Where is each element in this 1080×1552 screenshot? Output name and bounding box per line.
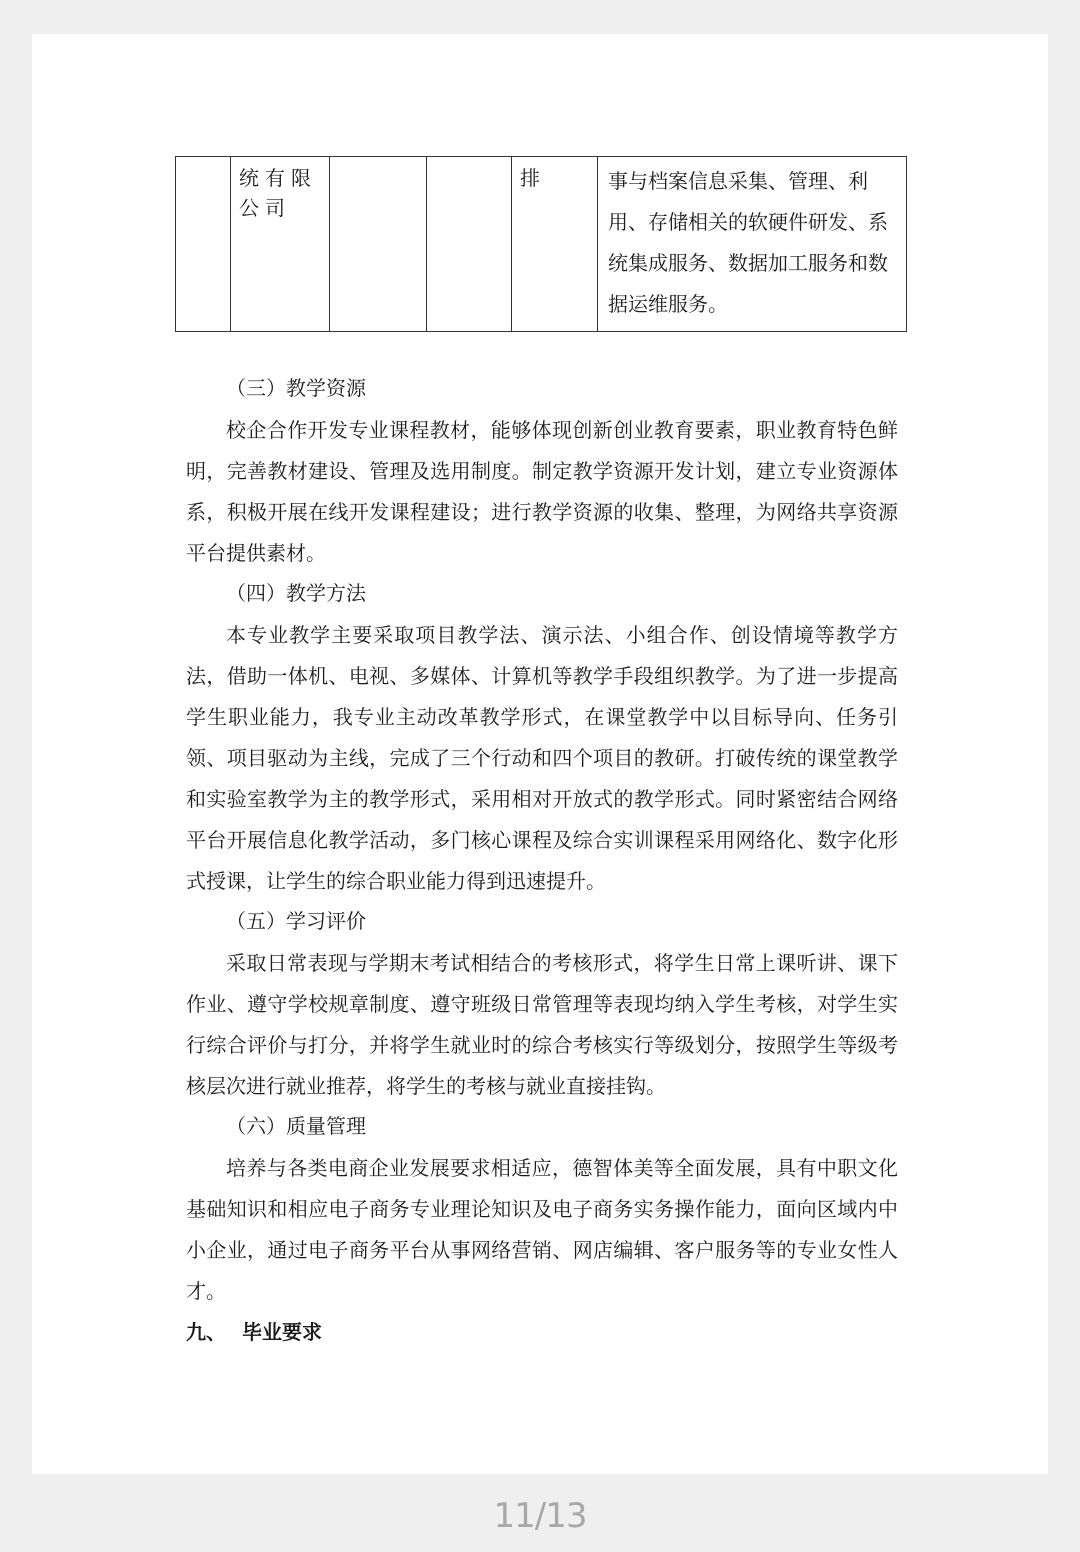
table-cell-business-scope: 事与档案信息采集、管理、利用、存储相关的软硬件研发、系统集成服务、数据加工服务和数据运维服务。 bbox=[598, 157, 907, 332]
section-heading-quality-management: （六）质量管理 bbox=[226, 1114, 366, 1138]
section-text-teaching-methods: 本专业教学主要采取项目教学法、演示法、小组合作、创设情境等教学方法，借助一体机、电视、多媒体、计算机等教学手段组织教学。为了进一步提高学生职业能力，我专业主动改革教学形式，在课堂教学中以目标导向、任务引领、项目驱动为主线，完成了三个行动和四个项目的教研。打破传统的课堂教学和实验室教学为主的教学形式，采用相对开放式的教学形式。同时紧密结合网络平台开展信息化教学活动，多门核心课程及综合实训课程采用网络化、数字化形式授课，让学生的综合职业能力得到迅速提升。 bbox=[186, 623, 898, 893]
table-cell-company: 统有限公司 bbox=[231, 157, 330, 332]
section-text-teaching-resources: 校企合作开发专业课程教材，能够体现创新创业教育要素，职业教育特色鲜明，完善教材建设、管理及选用制度。制定教学资源开发计划，建立专业资源体系，积极开展在线开发课程建设；进行教学资源的收集、整理，为网络共享资源平台提供素材。 bbox=[186, 418, 898, 565]
page-indicator: 11/13 bbox=[493, 1496, 587, 1536]
chapter-heading bbox=[186, 1312, 898, 1353]
section-heading-teaching-methods: （四）教学方法 bbox=[226, 581, 366, 605]
section-heading-learning-evaluation: （五）学习评价 bbox=[226, 909, 366, 933]
table-cell-5: 排 bbox=[512, 157, 598, 332]
section-heading-teaching-resources: （三）教学资源 bbox=[226, 376, 366, 400]
chapter-number: 九、 bbox=[186, 1320, 226, 1344]
chapter-title: 毕业要求 bbox=[242, 1320, 322, 1344]
table-row bbox=[176, 157, 907, 332]
table-cell-4 bbox=[427, 157, 512, 332]
body-content bbox=[186, 369, 898, 1353]
enterprise-table bbox=[175, 156, 907, 332]
section-text-learning-evaluation: 采取日常表现与学期末考试相结合的考核形式，将学生日常上课听讲、课下作业、遵守学校规章制度、遵守班级日常管理等表现均纳入学生考核，对学生实行综合评价与打分，并将学生就业时的综合考核实行等级划分，按照学生等级考核层次进行就业推荐，将学生的考核与就业直接挂钩。 bbox=[186, 951, 898, 1098]
table-cell-3 bbox=[330, 157, 427, 332]
table-cell-index bbox=[176, 157, 231, 332]
document-page bbox=[32, 34, 1048, 1474]
section-text-quality-management: 培养与各类电商企业发展要求相适应，德智体美等全面发展，具有中职文化基础知识和相应电子商务专业理论知识及电子商务实务操作能力，面向区域内中小企业，通过电子商务平台从事网络营销、网店编辑、客户服务等的专业女性人才。 bbox=[186, 1156, 898, 1303]
